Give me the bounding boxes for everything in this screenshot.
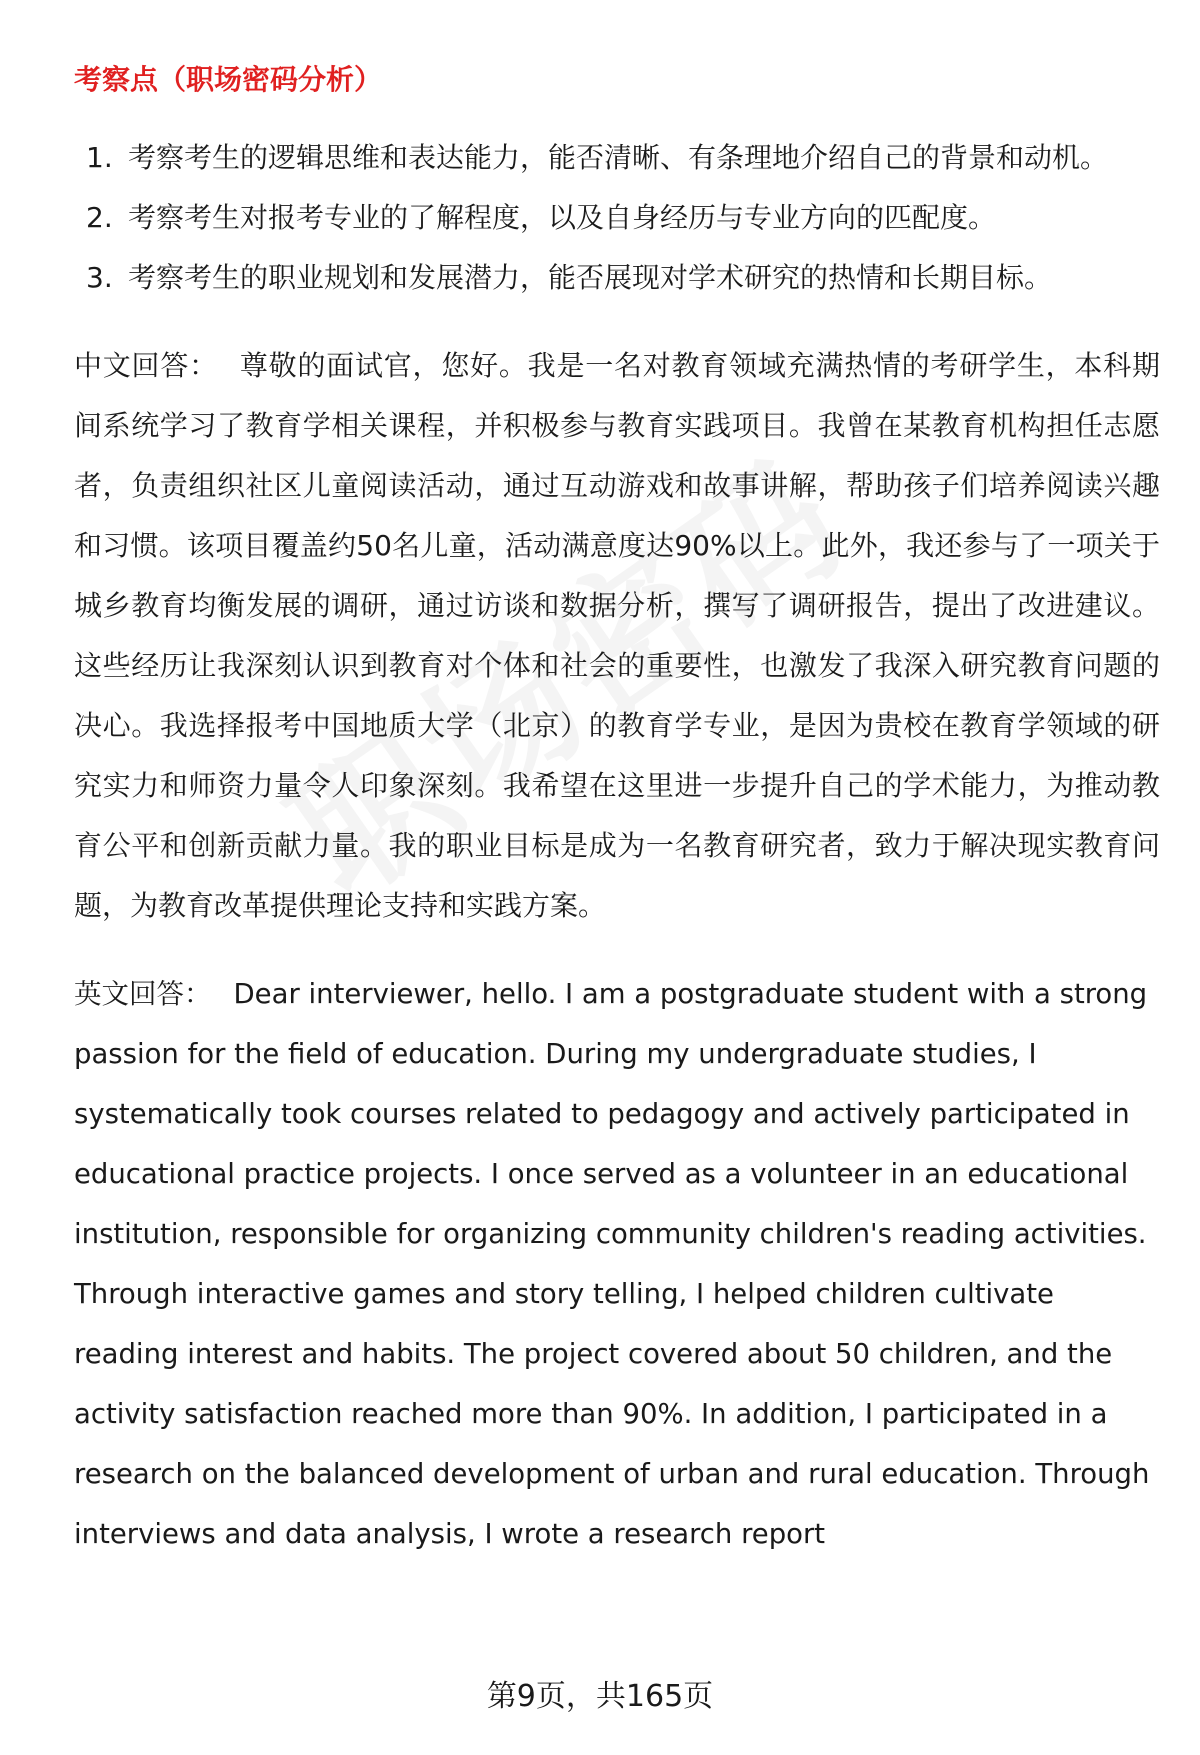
english-answer-label: 英文回答： bbox=[74, 978, 212, 1010]
list-item bbox=[74, 128, 1160, 188]
list-item bbox=[74, 188, 1160, 248]
chinese-answer-text: 尊敬的面试官，您好。我是一名对教育领域充满热情的考研学生，本科期间系统学习了教育学相关课程，并积极参与教育实践项目。我曾在某教育机构担任志愿者，负责组织社区儿童阅读活动，通过互动游戏和故事讲解，帮助孩子们培养阅读兴趣和习惯。该项目覆盖约50名儿童，活动满意度达90%以上。此外，我还参与了一项关于城乡教育均衡发展的调研，通过访谈和数据分析，撰写了调研报告，提出了改进建议。这些经历让我深刻认识到教育对个体和社会的重要性，也激发了我深入研究教育问题的决心。我选择报考中国地质大学（北京）的教育学专业，是因为贵校在教育学领域的研究实力和师资力量令人印象深刻。我希望在这里进一步提升自己的学术能力，为推动教育公平和创新贡献力量。我的职业目标是成为一名教育研究者，致力于解决现实教育问题，为教育改革提供理论支持和实践方案。 bbox=[74, 349, 1160, 922]
page-indicator: 第9页，共165页 bbox=[486, 1679, 714, 1714]
list-item-number: 2. bbox=[86, 201, 113, 234]
list-item-text: 考察考生的职业规划和发展潜力，能否展现对学术研究的热情和长期目标。 bbox=[128, 261, 1053, 294]
list-item-text: 考察考生对报考专业的了解程度，以及自身经历与专业方向的匹配度。 bbox=[128, 201, 997, 234]
list-item-number: 1. bbox=[86, 141, 113, 174]
list-item-number: 3. bbox=[86, 261, 113, 294]
document-body bbox=[74, 50, 1160, 1564]
list-item-text: 考察考生的逻辑思维和表达能力，能否清晰、有条理地介绍自己的背景和动机。 bbox=[128, 141, 1109, 174]
list-item bbox=[74, 248, 1160, 308]
assessment-points-list bbox=[74, 128, 1160, 308]
chinese-answer bbox=[74, 336, 1160, 936]
english-answer bbox=[74, 964, 1160, 1564]
english-answer-text: Dear interviewer, hello. I am a postgraduate student with a strong passion for the field of education. During my undergraduate studies, I systematically took courses related to pedagogy and actively participated in educational practice projects. I once served as a volunteer in an educational institution, responsible for organizing community children's reading activities. Through interactive games and story telling, I helped children cultivate reading interest and habits. The project covered about 50 children, and the activity satisfaction reached more than 90%. In addition, I participated in a research on the balanced development of urban and rural education. Through interviews and data analysis, I wrote a research report bbox=[74, 978, 1150, 1550]
section-heading: 考察点（职场密码分析） bbox=[74, 63, 383, 96]
chinese-answer-label: 中文回答： bbox=[74, 349, 218, 382]
